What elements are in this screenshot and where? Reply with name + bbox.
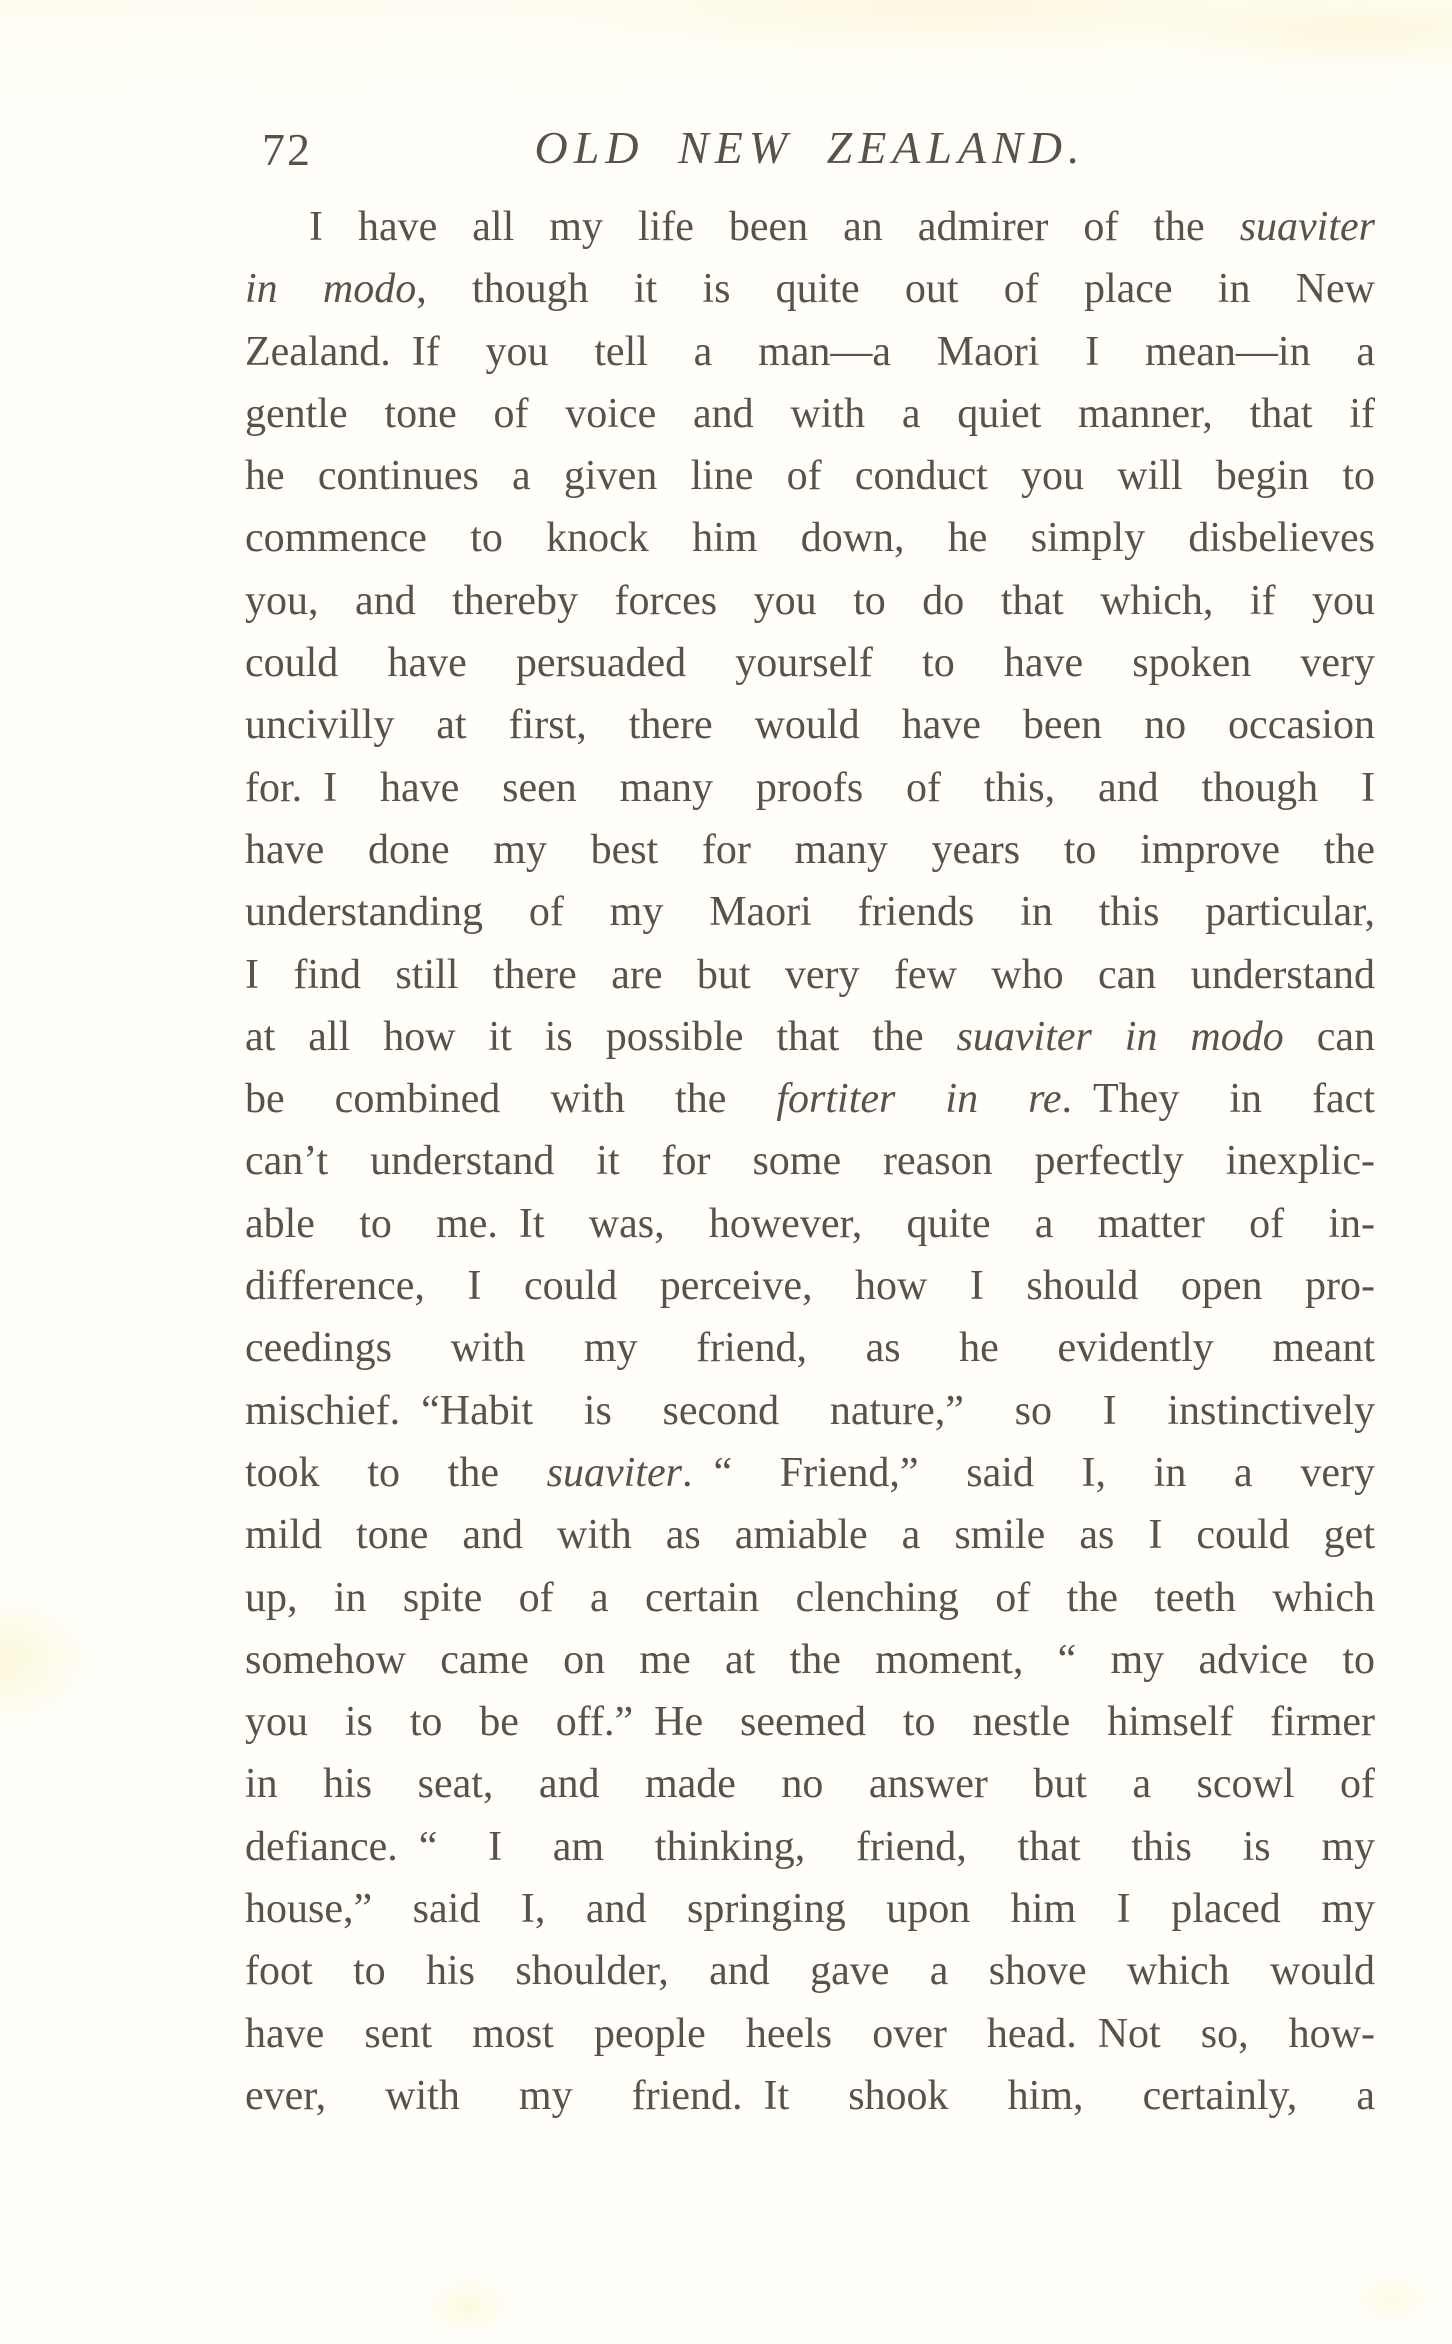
text-segment: mild tone and with as amiable a smile as I could get bbox=[245, 1512, 1375, 1559]
text-segment: could have persuaded yourself to have spoken very bbox=[245, 640, 1375, 687]
text-line bbox=[245, 196, 1375, 258]
text-line bbox=[245, 632, 1375, 694]
text-segment: took to the bbox=[245, 1449, 547, 1496]
text-line bbox=[245, 819, 1375, 881]
text-line bbox=[245, 1068, 1375, 1130]
text-line bbox=[245, 570, 1375, 632]
text-line bbox=[245, 321, 1375, 383]
text-segment: for. I have seen many proofs of this, and though I bbox=[245, 764, 1375, 811]
italic-text-segment: in modo bbox=[245, 266, 417, 313]
italic-text-segment: fortiter in re bbox=[776, 1076, 1062, 1123]
text-segment: house,” said I, and springing upon him I placed my bbox=[245, 1886, 1375, 1933]
text-segment: at all how it is possible that the bbox=[245, 1013, 957, 1060]
text-segment: in his seat, and made no answer but a scowl of bbox=[245, 1761, 1375, 1808]
text-line bbox=[245, 1317, 1375, 1379]
text-line bbox=[245, 1816, 1375, 1878]
text-line bbox=[245, 258, 1375, 320]
text-line bbox=[245, 2003, 1375, 2065]
text-line bbox=[245, 757, 1375, 819]
italic-text-segment: suaviter bbox=[1239, 204, 1375, 250]
text-line bbox=[245, 507, 1375, 569]
text-line bbox=[245, 445, 1375, 507]
text-line bbox=[245, 1753, 1375, 1815]
text-segment: . “ Friend,” said I, in a very bbox=[681, 1449, 1375, 1496]
text-line bbox=[245, 1255, 1375, 1317]
text-segment: you, and thereby forces you to do that which, if you bbox=[245, 577, 1375, 624]
text-segment: gentle tone of voice and with a quiet manner, that if bbox=[245, 390, 1375, 437]
text-line bbox=[245, 881, 1375, 943]
text-line bbox=[245, 694, 1375, 756]
text-segment: able to me. It was, however, quite a matter of in- bbox=[245, 1200, 1375, 1247]
text-segment: . They in fact bbox=[1061, 1076, 1375, 1123]
text-line bbox=[245, 1504, 1375, 1566]
page-number: 72 bbox=[262, 124, 312, 175]
text-line bbox=[245, 2065, 1375, 2127]
running-header-title: OLD NEW ZEALAND. bbox=[534, 122, 1086, 173]
text-segment: you is to be off.” He seemed to nestle himself firmer bbox=[245, 1699, 1375, 1746]
text-line bbox=[245, 1940, 1375, 2002]
text-segment: mischief. “Habit is second nature,” so I instinctively bbox=[245, 1387, 1375, 1434]
text-line bbox=[245, 1567, 1375, 1629]
text-segment: up, in spite of a certain clenching of the teeth which bbox=[245, 1574, 1375, 1621]
text-segment: foot to his shoulder, and gave a shove which would bbox=[245, 1948, 1375, 1995]
text-segment: he continues a given line of conduct you will begin to bbox=[245, 453, 1375, 500]
text-line bbox=[245, 1193, 1375, 1255]
text-segment: difference, I could perceive, how I should open pro- bbox=[245, 1263, 1375, 1310]
text-segment: somehow came on me at the moment, “ my advice to bbox=[245, 1636, 1375, 1683]
text-segment: commence to knock him down, he simply disbelieves bbox=[245, 515, 1375, 562]
italic-text-segment: suaviter in modo bbox=[956, 1013, 1284, 1060]
text-segment: can bbox=[1283, 1013, 1375, 1060]
text-line bbox=[245, 944, 1375, 1006]
body-text bbox=[245, 196, 1375, 2127]
text-segment: have sent most people heels over head. Not so, how- bbox=[245, 2010, 1375, 2057]
text-line bbox=[245, 1691, 1375, 1753]
text-segment: ceedings with my friend, as he evidently meant bbox=[245, 1325, 1375, 1372]
text-line bbox=[245, 383, 1375, 445]
text-segment: , though it is quite out of place in New bbox=[416, 266, 1375, 313]
text-segment: defiance. “ I am thinking, friend, that this is my bbox=[245, 1823, 1375, 1870]
text-segment: be combined with the bbox=[245, 1076, 777, 1123]
text-segment: have done my best for many years to improve the bbox=[245, 826, 1375, 873]
text-segment: I have all my life been an admirer of the bbox=[309, 204, 1240, 250]
italic-text-segment: suaviter bbox=[546, 1449, 682, 1496]
text-line bbox=[245, 1629, 1375, 1691]
text-segment: uncivilly at first, there would have been no occasion bbox=[245, 702, 1375, 749]
text-segment: can’t understand it for some reason perfectly inexplic- bbox=[245, 1138, 1375, 1185]
text-line bbox=[245, 1006, 1375, 1068]
text-line bbox=[245, 1442, 1375, 1504]
text-line bbox=[245, 1878, 1375, 1940]
text-segment: I find still there are but very few who can understand bbox=[245, 951, 1375, 998]
text-line bbox=[245, 1130, 1375, 1192]
text-line bbox=[245, 1380, 1375, 1442]
text-segment: understanding of my Maori friends in this particular, bbox=[245, 889, 1375, 936]
text-segment: Zealand. If you tell a man—a Maori I mean—in a bbox=[245, 328, 1375, 375]
text-segment: ever, with my friend. It shook him, certainly, a bbox=[245, 2072, 1375, 2119]
